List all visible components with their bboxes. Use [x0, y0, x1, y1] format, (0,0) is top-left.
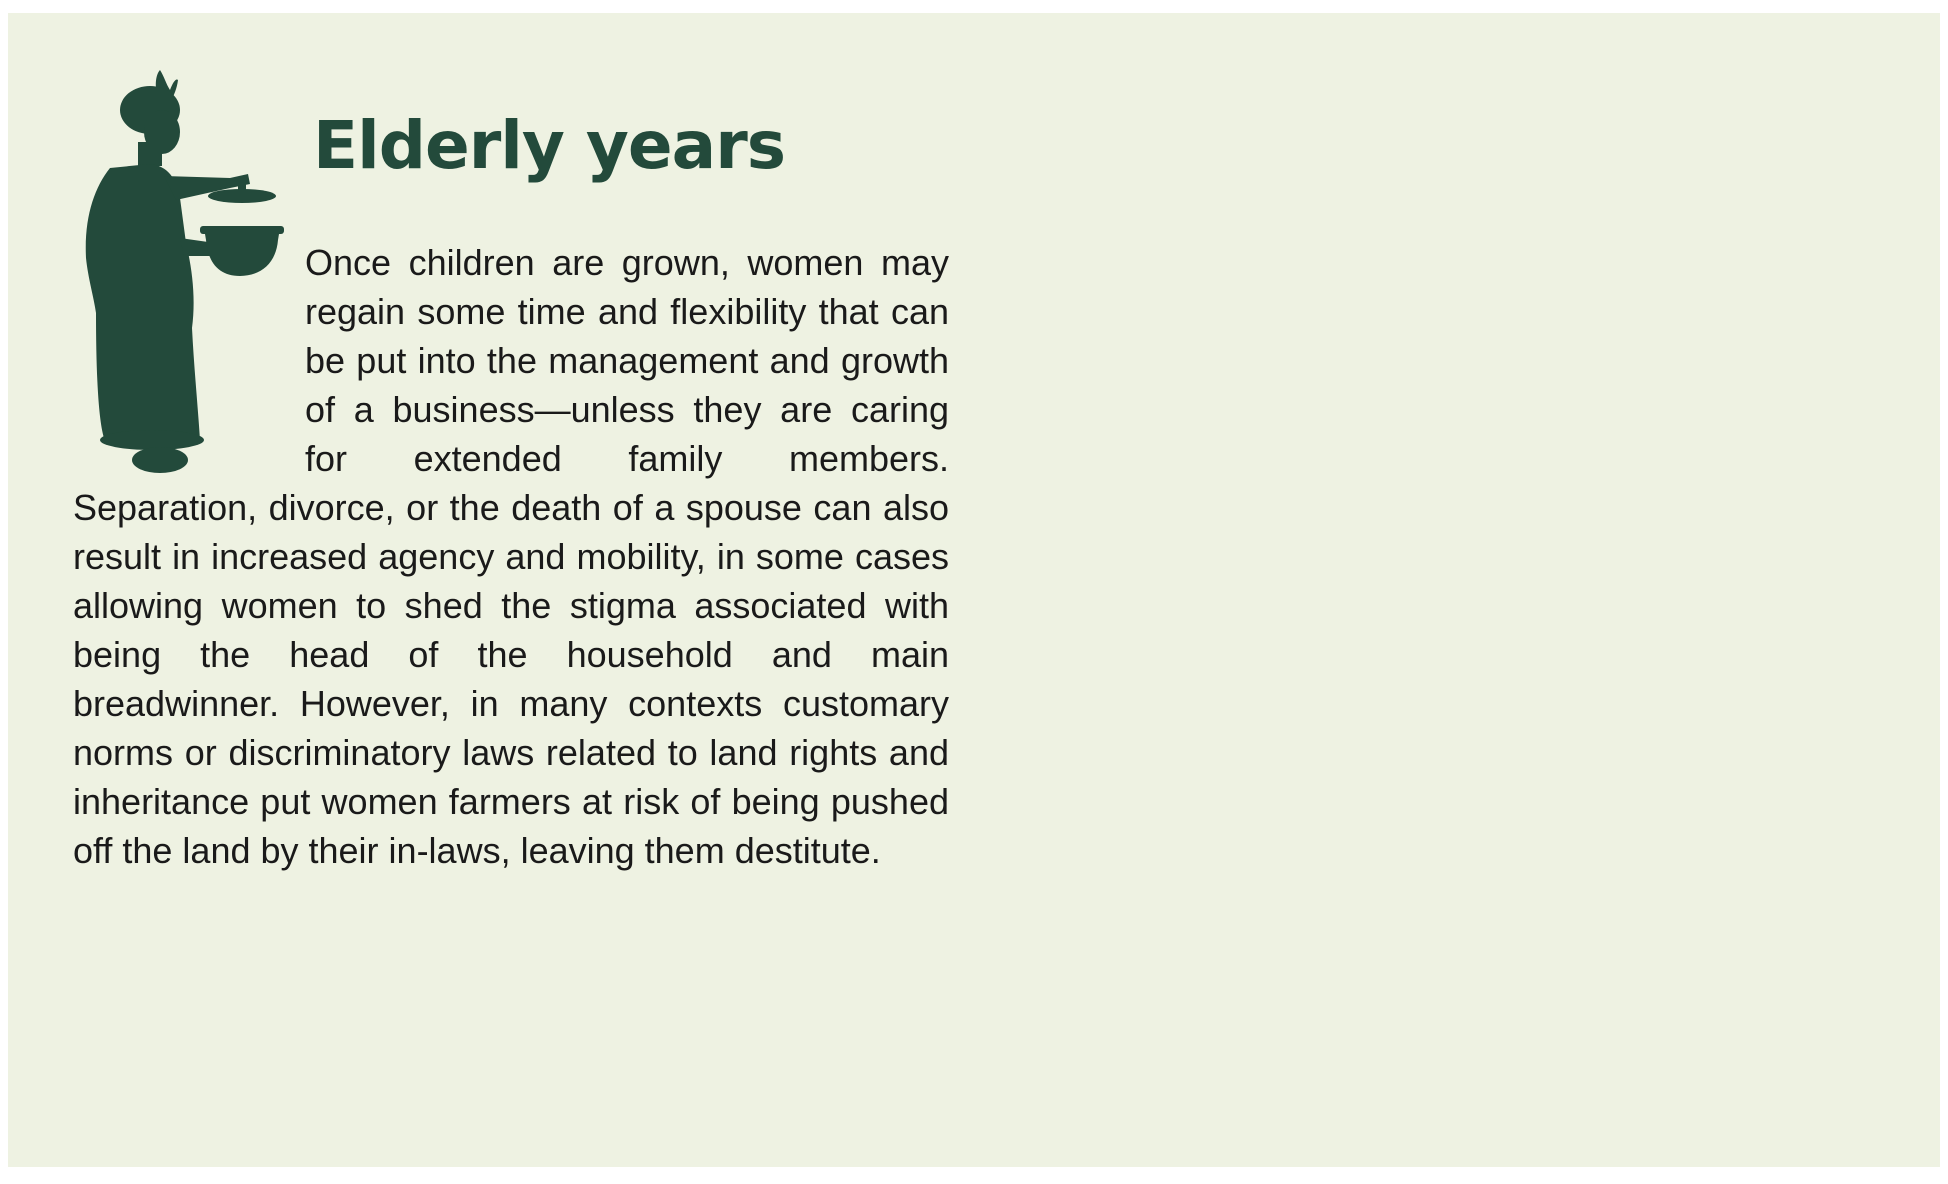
body-text-content: Once children are grown, women may regain some time and flexibility that can be put into the management and growth of a business—unless they are caring for extended family members. Separation, divorce, or the death of a spouse can also result in increased agency and mobility, in some cases allowing women to shed the stigma associated with being the head of the household and main breadwinner. However, in many contexts customary norms or discriminatory laws related to land rights and inheritance put women farmers at risk of being pushed off the land by their in-laws, leaving them destitute. [73, 242, 949, 871]
illustration-wrap-spacer [73, 238, 305, 483]
section-body-text [73, 238, 949, 875]
section-title: Elderly years [313, 107, 786, 184]
